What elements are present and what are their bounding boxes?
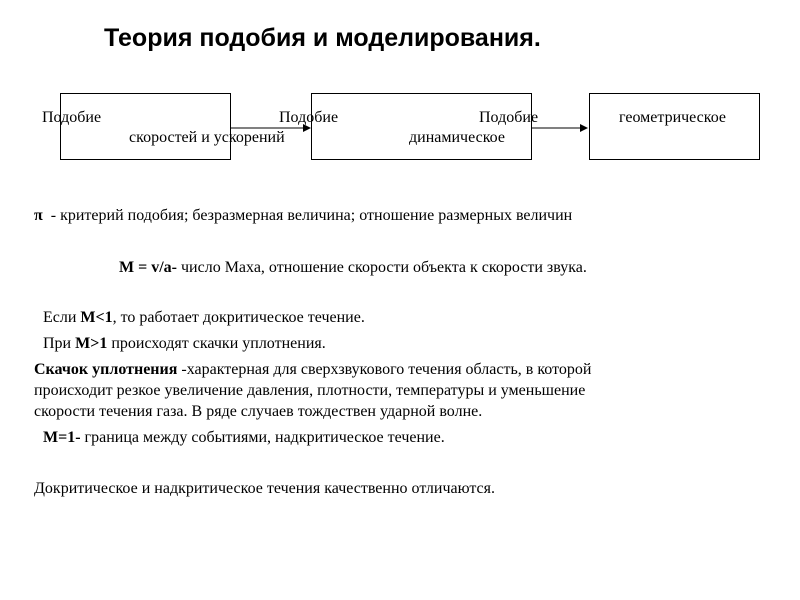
subcritical-condition: M<1 — [80, 309, 113, 326]
box3-line1: геометрическое — [619, 109, 727, 126]
box1-line1: Подобие — [42, 109, 102, 126]
critical-condition: M=1- — [43, 429, 81, 446]
subcritical-text: , то работает докритическое течение. — [112, 309, 365, 326]
shock-wave-line3: скорости течения газа. В ряде случаев тождествен ударной волне. — [34, 403, 483, 420]
box1-line2: скоростей и ускорений — [129, 129, 285, 146]
supersonic-condition: M>1 — [75, 335, 108, 352]
shock-wave-term: Скачок уплотнения — [34, 361, 178, 378]
supersonic-pre: При — [43, 335, 76, 352]
pi-definition — [34, 206, 572, 226]
conclusion: Докритическое и надкритическое течения качественно отличаются. — [34, 480, 495, 497]
mach-text: число Маха, отношение скорости объекта к скорости звука. — [177, 259, 587, 276]
subcritical-line — [43, 308, 365, 328]
similarity-diagram — [0, 0, 800, 200]
shock-wave-line1 — [34, 360, 591, 380]
pi-definition-text: - критерий подобия; безразмерная величина; отношение размерных величин — [46, 207, 573, 224]
subcritical-pre: Если — [43, 309, 81, 326]
pi-symbol: π — [34, 207, 43, 224]
mach-definition — [119, 258, 587, 278]
supersonic-text: происходят скачки уплотнения. — [107, 335, 326, 352]
mach-formula: M = v/a- — [119, 259, 177, 276]
box2-extra: Подобие — [479, 109, 539, 126]
shock-wave-text: -характерная для сверхзвукового течения область, в которой — [177, 361, 592, 378]
critical-line — [43, 428, 445, 448]
supersonic-line — [43, 334, 326, 354]
page-title: Теория подобия и моделирования. — [104, 24, 541, 52]
critical-text: граница между событиями, надкритическое течение. — [80, 429, 445, 446]
shock-wave-line2: происходит резкое увеличение давления, плотности, температуры и уменьшение — [34, 382, 586, 399]
box2-line2: динамическое — [409, 129, 505, 146]
box2-line1: Подобие — [279, 109, 339, 126]
